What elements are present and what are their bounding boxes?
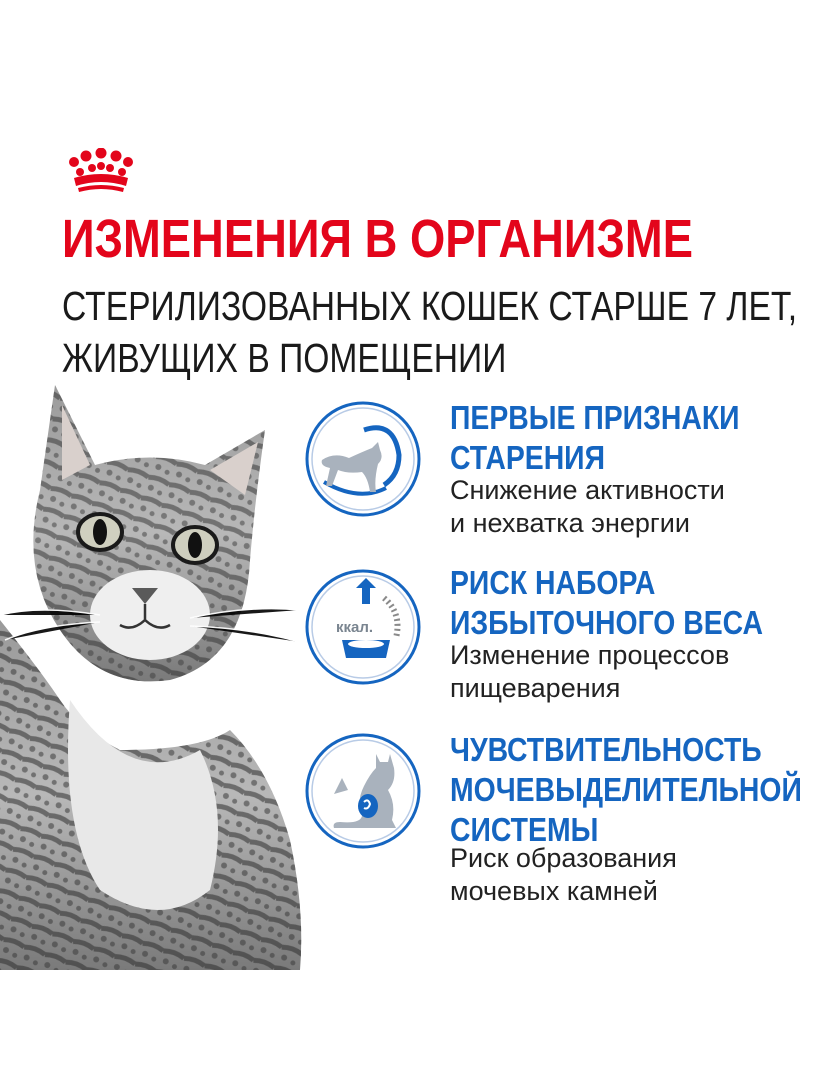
feature-desc xyxy=(450,474,725,540)
feature-title xyxy=(450,398,740,478)
urinary-cat-icon xyxy=(304,732,422,850)
feature-title-line: СТАРЕНИЯ xyxy=(450,439,605,476)
feature-title-line: ЧУВСТВИТЕЛЬНОСТЬ xyxy=(450,731,762,768)
feature-title xyxy=(450,730,802,850)
feature-title-line: ПЕРВЫЕ ПРИЗНАКИ xyxy=(450,399,740,436)
page-subtitle xyxy=(62,280,797,384)
feature-desc xyxy=(450,842,677,908)
feature-title-line: РИСК НАБОРА xyxy=(450,564,656,601)
cat-photo xyxy=(0,370,310,970)
cat-jumping-icon xyxy=(304,400,422,518)
feature-desc xyxy=(450,639,729,705)
subtitle-line: СТЕРИЛИЗОВАННЫХ КОШЕК СТАРШЕ 7 ЛЕТ, xyxy=(62,283,798,329)
page-title: ИЗМЕНЕНИЯ В ОРГАНИЗМЕ xyxy=(62,209,693,269)
subtitle-line: ЖИВУЩИХ В ПОМЕЩЕНИИ xyxy=(62,335,507,381)
royal-crown-logo xyxy=(66,148,136,194)
feature-desc-line: и нехватка энергии xyxy=(450,508,690,538)
feature-title-line: ИЗБЫТОЧНОГО ВЕСА xyxy=(450,604,763,641)
feature-desc-line: Изменение процессов xyxy=(450,640,730,670)
feature-title-line: СИСТЕМЫ xyxy=(450,811,599,848)
feature-title-line: МОЧЕВЫДЕЛИТЕЛЬНОЙ xyxy=(450,771,802,808)
feature-desc-line: Риск образования xyxy=(450,843,677,873)
calorie-bowl-icon xyxy=(304,568,422,686)
feature-title xyxy=(450,563,763,643)
calorie-label: ккал. xyxy=(336,619,374,636)
feature-desc-line: мочевых камней xyxy=(450,876,658,906)
feature-desc-line: Снижение активности xyxy=(450,475,725,505)
feature-desc-line: пищеварения xyxy=(450,673,621,703)
